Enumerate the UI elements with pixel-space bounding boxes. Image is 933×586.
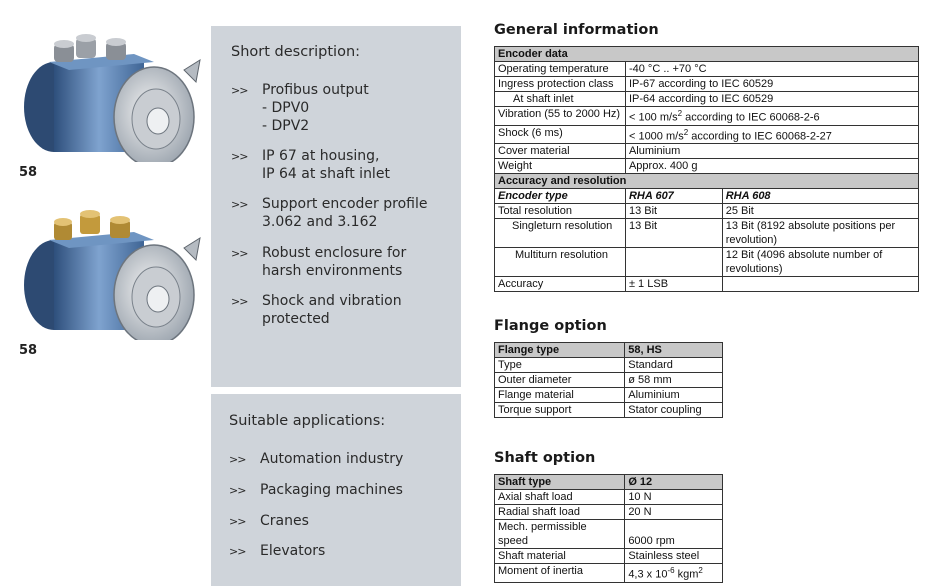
table-row: Cover material Aluminium xyxy=(495,144,919,159)
size-label-bottom: 58 xyxy=(19,343,38,358)
shaft-option-title: Shaft option xyxy=(494,450,596,466)
table-row: Operating temperature -40 °C .. +70 °C xyxy=(495,62,919,77)
bullet-marker: >> xyxy=(231,198,248,211)
table-row: Weight Approx. 400 g xyxy=(495,159,919,174)
flange-option-title: Flange option xyxy=(494,318,607,334)
shaft-option-table xyxy=(494,474,723,583)
table-header-row: Flange type 58, HS xyxy=(495,343,723,358)
table-section-header: Accuracy and resolution xyxy=(495,174,919,189)
applications-title: Suitable applications: xyxy=(229,413,386,429)
short-description-title: Short description: xyxy=(231,44,361,60)
description-item: >> IP 67 at housing, IP 64 at shaft inlet xyxy=(231,148,390,182)
bullet-marker: >> xyxy=(231,295,248,308)
description-item: >> Shock and vibration protected xyxy=(231,293,402,327)
application-item: >> Elevators xyxy=(229,543,326,559)
table-row: At shaft inlet IP-64 according to IEC 60529 xyxy=(495,92,919,107)
table-row: Flange material Aluminium xyxy=(495,388,723,403)
description-item: >> Profibus output - DPV0 - DPV2 xyxy=(231,82,369,134)
table-row: Type Standard xyxy=(495,358,723,373)
bullet-marker: >> xyxy=(229,484,246,497)
table-row: Vibration (55 to 2000 Hz) < 100 $m/s^2$ according to IEC 60068-2-6 xyxy=(495,107,919,126)
table-row: Outer diameter ø 58 mm xyxy=(495,373,723,388)
general-information-title: General information xyxy=(494,22,659,38)
application-item: >> Automation industry xyxy=(229,451,404,467)
description-item: >> Robust enclosure for harsh environments xyxy=(231,245,407,279)
bullet-marker: >> xyxy=(231,247,248,260)
description-item: >> Support encoder profile 3.062 and 3.162 xyxy=(231,196,428,230)
bullet-marker: >> xyxy=(229,453,246,466)
size-label-top: 58 xyxy=(19,165,38,180)
table-row: Singleturn resolution 13 Bit 13 Bit (8192 absolute positions per revolution) xyxy=(495,219,919,248)
table-row: Total resolution 13 Bit 25 Bit xyxy=(495,204,919,219)
applications-panel xyxy=(211,394,461,586)
bullet-marker: >> xyxy=(229,545,246,558)
application-item: >> Cranes xyxy=(229,513,309,529)
table-row: Axial shaft load 10 N xyxy=(495,490,723,505)
table-row: Torque support Stator coupling xyxy=(495,403,723,418)
flange-option-table xyxy=(494,342,723,418)
table-header-row: Shaft type Ø 12 xyxy=(495,475,723,490)
table-row: Radial shaft load 20 N xyxy=(495,505,723,520)
table-row: Multiturn resolution 12 Bit (4096 absolute number of revolutions) xyxy=(495,248,919,277)
table-row: Mech. permissible speed 6000 rpm xyxy=(495,520,723,549)
table-row: Shock (6 ms) < 1000 $m/s^2$ according to IEC 60068-2-27 xyxy=(495,125,919,144)
bullet-marker: >> xyxy=(231,150,248,163)
bullet-marker: >> xyxy=(231,84,248,97)
bullet-marker: >> xyxy=(229,515,246,528)
table-section-header: Encoder data xyxy=(495,47,919,62)
table-row: Moment of inertia 4,3 x $10^{-6}$ kgm$^2$ xyxy=(495,564,723,583)
table-row: Shaft material Stainless steel xyxy=(495,549,723,564)
short-description-panel xyxy=(211,26,461,387)
encoder-image-bottom xyxy=(14,200,204,340)
general-information-table xyxy=(494,46,919,292)
encoder-image-top xyxy=(14,22,204,162)
application-item: >> Packaging machines xyxy=(229,482,403,498)
table-row: Ingress protection class IP-67 according to IEC 60529 xyxy=(495,77,919,92)
table-row: Accuracy ± 1 LSB xyxy=(495,277,919,292)
table-subheader-row: Encoder type RHA 607 RHA 608 xyxy=(495,189,919,204)
